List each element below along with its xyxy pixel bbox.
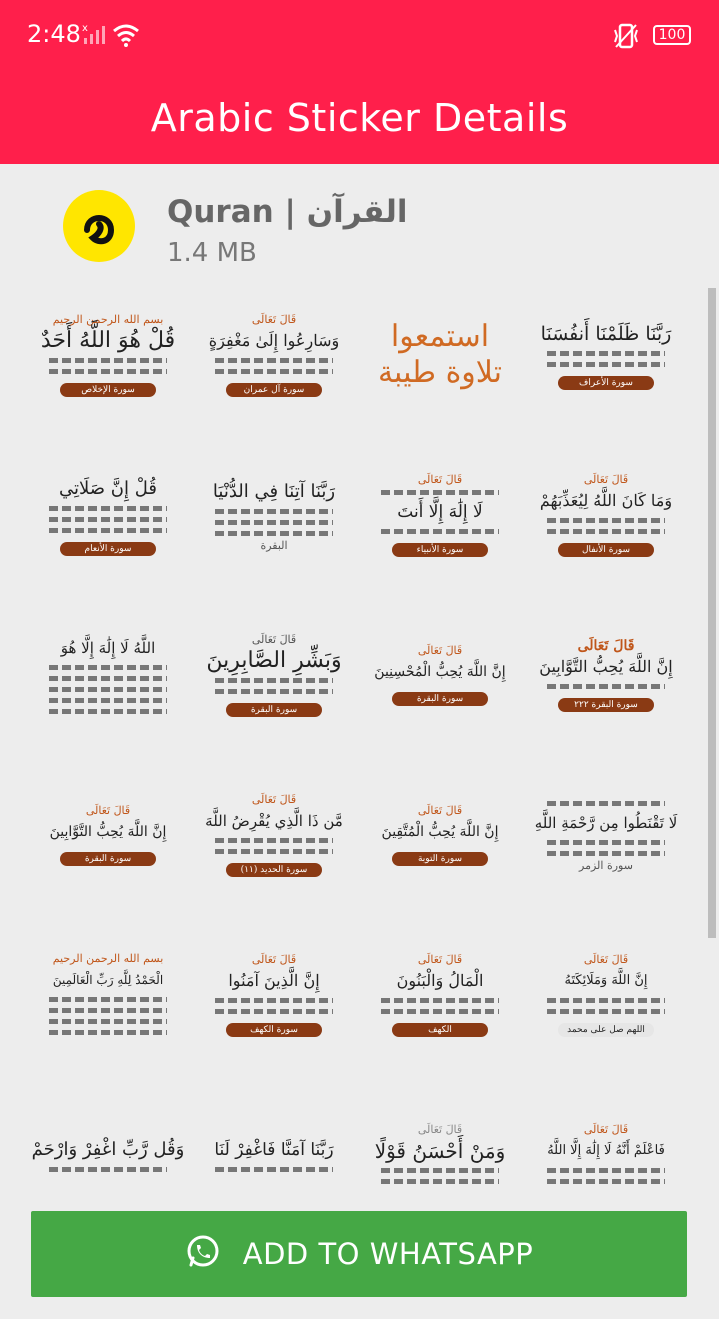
sticker-header: قَالَ تَعَالَى [583, 953, 629, 966]
sticker-badge: سورة البقرة [60, 852, 156, 866]
sticker-text: لَا إِلَٰهَ إِلَّا أَنتَ [397, 502, 483, 522]
sticker-verse-line [49, 698, 167, 703]
pack-name: Quran | القرآن [167, 194, 408, 230]
sticker-verse-line [49, 358, 167, 363]
sticker-verse-line [547, 529, 665, 534]
sticker-verse-line [547, 998, 665, 1003]
sticker-badge: الكهف [392, 1023, 488, 1037]
sticker-verse-line [49, 506, 167, 511]
sticker-verse-line [215, 520, 333, 525]
sticker-1[interactable] [38, 290, 178, 420]
sticker-verse-line [547, 840, 665, 845]
sticker-text: وَمَنْ أَحْسَنُ قَوْلًا [374, 1139, 506, 1163]
sticker-header: قَالَ تَعَالَى [417, 1123, 463, 1136]
sticker-verse-line [49, 1008, 167, 1013]
sticker-badge: سورة الأعراف [558, 376, 654, 390]
sticker-header: قَالَ تَعَالَى [251, 793, 297, 806]
sticker-5[interactable] [38, 450, 178, 580]
sticker-badge: سورة الكهف [226, 1023, 322, 1037]
sticker-13[interactable] [38, 770, 178, 900]
pack-header [0, 164, 719, 284]
sticker-verse-line [547, 1179, 665, 1184]
sticker-17[interactable] [38, 930, 178, 1060]
svg-text:x: x [82, 23, 88, 34]
pack-logo-icon [63, 190, 135, 262]
sticker-12[interactable] [536, 610, 676, 740]
sticker-21[interactable] [31, 1090, 185, 1200]
sticker-header: قَالَ تَعَالَى [85, 804, 131, 817]
whatsapp-icon [185, 1234, 221, 1274]
sticker-verse-line [49, 687, 167, 692]
sticker-8[interactable] [536, 450, 676, 580]
sticker-badge: سورة آل عمران [226, 383, 322, 397]
sticker-badge: سورة البقرة ٢٢٢ [558, 698, 654, 712]
sticker-20[interactable] [536, 930, 676, 1060]
sticker-verse-line [49, 997, 167, 1002]
sticker-text: الْحَمْدُ لِلَّهِ رَبِّ الْعَالَمِينَ [52, 973, 164, 987]
sticker-header: قَالَ تَعَالَى [577, 637, 635, 654]
sticker-text: مَّن ذَا الَّذِي يُقْرِضُ اللَّهَ [205, 812, 343, 830]
sticker-3[interactable] [370, 290, 510, 420]
status-bar [0, 0, 719, 72]
sticker-header: قَالَ تَعَالَى [583, 1123, 629, 1136]
sticker-header: قَالَ تَعَالَى [417, 644, 463, 657]
sticker-badge: سورة الحديد (١١) [226, 863, 322, 877]
sticker-verse-line [215, 1167, 333, 1172]
sticker-text: اللَّهُ لَا إِلَٰهَ إِلَّا هُوَ [60, 638, 156, 657]
pack-size: 1.4 MB [167, 238, 257, 268]
sticker-verse-line [49, 1019, 167, 1024]
status-time: 2:48 [27, 20, 81, 48]
add-to-whatsapp-button[interactable] [31, 1211, 687, 1297]
sticker-badge: سورة البقرة [226, 703, 322, 717]
sticker-text: رَبَّنَا آتِنَا فِي الدُّنْيَا [212, 480, 336, 502]
wifi-icon [112, 22, 140, 50]
sticker-verse-line [381, 529, 499, 534]
sticker-9[interactable] [38, 610, 178, 740]
sticker-7[interactable] [370, 450, 510, 580]
sticker-verse-line [215, 358, 333, 363]
sticker-verse-line [215, 849, 333, 854]
sticker-11[interactable] [370, 610, 510, 740]
sticker-verse-line [547, 1168, 665, 1173]
sticker-22[interactable] [204, 1090, 344, 1200]
sticker-header: قَالَ تَعَالَى [583, 473, 629, 486]
sticker-verse-line [381, 998, 499, 1003]
sticker-19[interactable] [370, 930, 510, 1060]
sticker-10[interactable] [204, 610, 344, 740]
sticker-verse-line [49, 665, 167, 670]
sticker-23[interactable] [370, 1090, 510, 1200]
sticker-text: لَا تَقْنَطُوا مِن رَّحْمَةِ اللَّهِ [534, 813, 678, 832]
sticker-verse-line [381, 1168, 499, 1173]
sticker-text: الْمَالُ وَالْبَنُونَ [396, 971, 484, 990]
sticker-verse-line [215, 998, 333, 1003]
sticker-header: قَالَ تَعَالَى [251, 953, 297, 966]
sticker-footer: البقرة [260, 538, 288, 552]
sticker-header: بسم الله الرحمن الرحيم [52, 952, 164, 965]
app-bar [0, 72, 719, 164]
sticker-verse-line [215, 369, 333, 374]
sticker-verse-line [215, 1009, 333, 1014]
sticker-badge: سورة الأنبياء [392, 543, 488, 557]
signal-icon [82, 22, 106, 50]
sticker-text: إِنَّ اللَّهَ يُحِبُّ التَّوَّابِينَ [539, 656, 673, 676]
sticker-verse-line [547, 518, 665, 523]
sticker-verse-line [547, 684, 665, 689]
sticker-verse-line [381, 1009, 499, 1014]
vibrate-icon [611, 22, 641, 54]
sticker-verse-line [49, 528, 167, 533]
sticker-verse-line [547, 351, 665, 356]
sticker-verse-line [381, 490, 499, 495]
sticker-verse-line [49, 1030, 167, 1035]
sticker-header: قَالَ تَعَالَى [251, 633, 297, 646]
sticker-verse-line [215, 509, 333, 514]
sticker-text: وَبَشِّرِ الصَّابِرِينَ [206, 648, 342, 673]
sticker-verse-line [215, 531, 333, 536]
sticker-header: قَالَ تَعَالَى [417, 473, 463, 486]
sticker-text: رَبَّنَا ظَلَمْنَا أَنفُسَنَا [540, 323, 672, 345]
sticker-grid[interactable] [24, 290, 696, 1200]
sticker-text: رَبَّنَا آمَنَّا فَاغْفِرْ لَنَا [214, 1139, 334, 1160]
sticker-verse-line [215, 838, 333, 843]
sticker-badge: سورة الأنفال [558, 543, 654, 557]
sticker-verse-line [547, 801, 665, 806]
sticker-24[interactable] [536, 1090, 676, 1200]
sticker-text: إِنَّ اللَّهَ يُحِبُّ التَّوَّابِينَ [49, 824, 167, 840]
sticker-badge: اللهم صل على محمد [558, 1023, 654, 1037]
sticker-footer: سورة الزمر [579, 858, 633, 872]
sticker-text: قُلْ إِنَّ صَلَاتِي [59, 477, 157, 499]
sticker-badge: سورة التوبة [392, 852, 488, 866]
sticker-text: قُلْ هُوَ اللَّهُ أَحَدٌ [40, 328, 176, 353]
sticker-16[interactable] [536, 770, 676, 900]
sticker-18[interactable] [204, 930, 344, 1060]
sticker-verse-line [49, 517, 167, 522]
sticker-text: فَاعْلَمْ أَنَّهُ لَا إِلَٰهَ إِلَّا اللَّهُ [547, 1143, 665, 1158]
sticker-text: وَمَا كَانَ اللَّهُ لِيُعَذِّبَهُمْ [539, 491, 673, 510]
sticker-14[interactable] [204, 770, 344, 900]
sticker-verse-line [547, 851, 665, 856]
sticker-header: بسم الله الرحمن الرحيم [52, 313, 164, 326]
sticker-verse-line [381, 1179, 499, 1184]
sticker-text: استمعوا تلاوة طيبة [377, 319, 503, 390]
sticker-header: قَالَ تَعَالَى [417, 804, 463, 817]
sticker-text: إِنَّ الَّذِينَ آمَنُوا [228, 971, 320, 990]
sticker-verse-line [49, 1167, 167, 1172]
sticker-verse-line [49, 709, 167, 714]
sticker-badge: سورة الأنعام [60, 542, 156, 556]
sticker-text: وَقُل رَّبِّ اغْفِرْ وَارْحَمْ [31, 1138, 185, 1160]
sticker-header: قَالَ تَعَالَى [251, 313, 297, 326]
sticker-header: قَالَ تَعَالَى [417, 953, 463, 966]
sticker-badge: سورة البقرة [392, 692, 488, 706]
sticker-15[interactable] [370, 770, 510, 900]
sticker-verse-line [547, 362, 665, 367]
page-title: Arabic Sticker Details [150, 96, 569, 140]
sticker-verse-line [49, 676, 167, 681]
sticker-text: إِنَّ اللَّهَ يُحِبُّ الْمُحْسِنِينَ [374, 664, 506, 680]
sticker-verse-line [49, 369, 167, 374]
battery-icon: 100 [653, 25, 691, 45]
sticker-text: إِنَّ اللَّهَ وَمَلَائِكَتَهُ [564, 973, 648, 988]
sticker-text: وَسَارِعُوا إِلَىٰ مَغْفِرَةٍ [208, 331, 340, 350]
add-to-whatsapp-label: ADD TO WHATSAPP [242, 1237, 534, 1271]
sticker-verse-line [215, 689, 333, 694]
sticker-4[interactable] [536, 290, 676, 420]
sticker-badge: سورة الإخلاص [60, 383, 156, 397]
sticker-verse-line [215, 678, 333, 683]
sticker-verse-line [547, 1009, 665, 1014]
sticker-6[interactable] [204, 450, 344, 580]
scrollbar[interactable] [708, 288, 716, 938]
sticker-2[interactable] [204, 290, 344, 420]
sticker-text: إِنَّ اللَّهَ يُحِبُّ الْمُتَّقِينَ [381, 824, 499, 840]
